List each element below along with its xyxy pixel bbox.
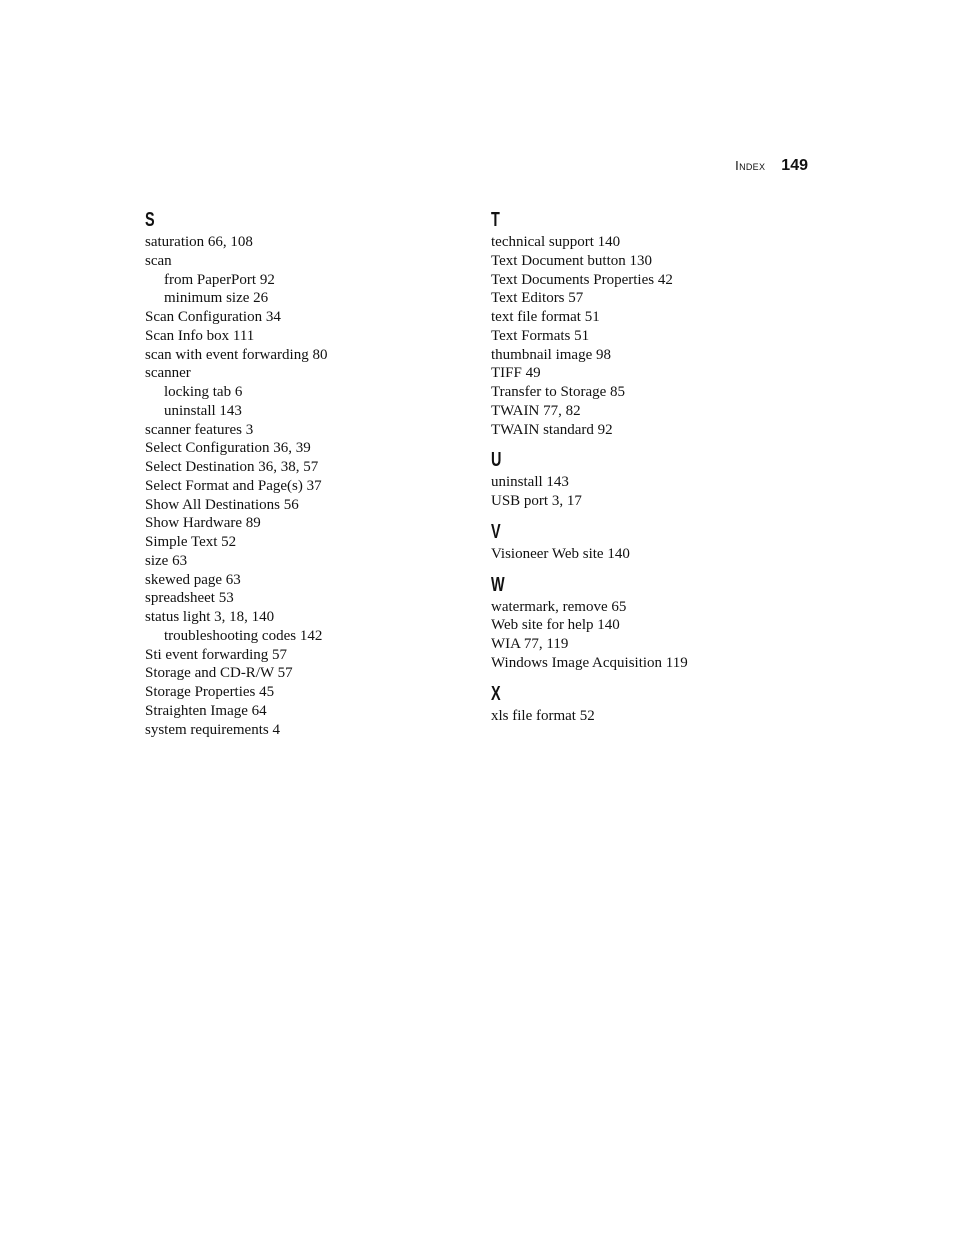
index-entry: Storage Properties 45 — [145, 684, 275, 700]
section-letter: V — [491, 520, 501, 543]
index-entry: uninstall 143 — [491, 474, 569, 491]
index-entry: Sti event forwarding 57 — [145, 646, 288, 663]
index-subentry: from PaperPort 92 — [164, 271, 275, 288]
index-subentry: minimum size 26 — [164, 290, 269, 307]
index-entry: Windows Image Acquisition 119 — [491, 654, 688, 671]
index-subentry: troubleshooting codes 142 — [164, 627, 323, 644]
index-entry: Transfer to Storage 85 — [491, 384, 626, 400]
index-entry: Select Format and Page(s) 37 — [145, 477, 322, 494]
index-entry: spreadsheet 53 — [145, 590, 234, 607]
section-letter: X — [491, 682, 501, 705]
index-entry: status light 3, 18, 140 — [145, 609, 275, 625]
running-head — [735, 157, 808, 175]
index-entry: Visioneer Web site 140 — [491, 545, 630, 562]
page-number: 149 — [781, 157, 808, 174]
running-head-title: Index — [735, 158, 766, 173]
index-entry: Text Documents Properties 42 — [491, 271, 673, 288]
index-entry: scan — [145, 252, 172, 269]
index-entry: Straighten Image 64 — [145, 702, 267, 719]
index-entry: text file format 51 — [491, 309, 600, 325]
index-entry: Select Destination 36, 38, 57 — [145, 459, 319, 475]
index-subentry: locking tab 6 — [164, 384, 243, 400]
index-section-x — [491, 681, 821, 726]
index-entry: Show Hardware 89 — [145, 515, 261, 532]
index-entry: WIA 77, 119 — [491, 636, 569, 652]
index-section-w — [491, 572, 821, 673]
index-entry: Select Configuration 36, 39 — [145, 440, 311, 457]
index-entry: scanner — [145, 365, 191, 382]
index-entry: Text Formats 51 — [491, 327, 590, 344]
index-entry: watermark, remove 65 — [491, 598, 627, 615]
index-entry: TWAIN standard 92 — [491, 421, 613, 438]
index-entry: saturation 66, 108 — [145, 234, 253, 250]
index-entry: TWAIN 77, 82 — [491, 402, 581, 419]
index-entry: Web site for help 140 — [491, 617, 620, 634]
index-entry: Simple Text 52 — [145, 534, 237, 550]
index-entry: Scan Configuration 34 — [145, 309, 281, 325]
index-entry: Text Document button 130 — [491, 252, 653, 269]
index-section-u — [491, 447, 821, 511]
index-entry: system requirements 4 — [145, 721, 280, 738]
index-entry: Scan Info box 111 — [145, 327, 255, 344]
index-entry: Show All Destinations 56 — [145, 496, 299, 513]
index-column-left — [145, 207, 475, 747]
index-entry: technical support 140 — [491, 234, 621, 250]
index-column-right — [491, 207, 821, 733]
index-entry: Storage and CD-R/W 57 — [145, 665, 293, 682]
index-entry: USB port 3, 17 — [491, 493, 582, 509]
section-letter: U — [491, 449, 502, 472]
index-section-s — [145, 207, 475, 739]
index-entry: TIFF 49 — [491, 365, 541, 382]
section-letter: T — [491, 209, 500, 231]
index-entry: thumbnail image 98 — [491, 346, 611, 363]
index-entry: size 63 — [145, 552, 188, 569]
index-entry: Text Editors 57 — [491, 290, 584, 307]
section-letter: S — [145, 209, 155, 231]
index-section-v — [491, 519, 821, 564]
index-subentry: uninstall 143 — [164, 402, 242, 419]
index-entry: scan with event forwarding 80 — [145, 346, 328, 363]
index-section-t — [491, 207, 821, 439]
index-entry: scanner features 3 — [145, 421, 254, 438]
section-letter: W — [491, 573, 505, 596]
index-entry: xls file format 52 — [491, 707, 595, 724]
index-entry: skewed page 63 — [145, 571, 241, 588]
